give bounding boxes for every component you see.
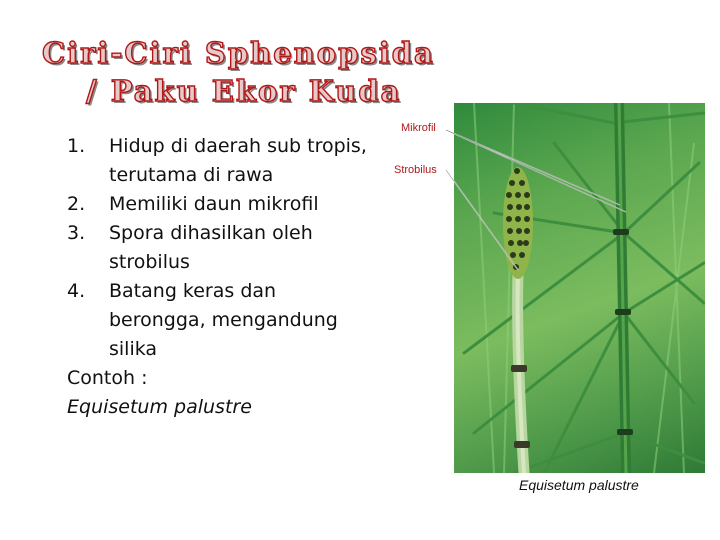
list-number: 4. [67, 280, 86, 302]
list-number: 1. [67, 135, 86, 157]
list-number: 3. [67, 222, 86, 244]
example-species: Equisetum palustre [67, 396, 252, 418]
list-text: Hidup di daerah sub tropis, terutama di rawa [109, 135, 367, 186]
label-strobilus: Strobilus [394, 164, 437, 176]
label-mikrofil: Mikrofil [401, 122, 436, 134]
list-text: Batang keras dan berongga, mengandung silika [109, 280, 338, 360]
example-label: Contoh : [67, 367, 148, 389]
list-text: Spora dihasilkan oleh strobilus [109, 222, 313, 273]
title-line-2: / Paku Ekor Kuda [86, 74, 402, 108]
list-text: Memiliki daun mikrofil [109, 193, 319, 215]
list-number: 2. [67, 193, 86, 215]
title-line-1: Ciri-Ciri Sphenopsida [42, 36, 435, 70]
figure-caption: Equisetum palustre [519, 477, 639, 493]
